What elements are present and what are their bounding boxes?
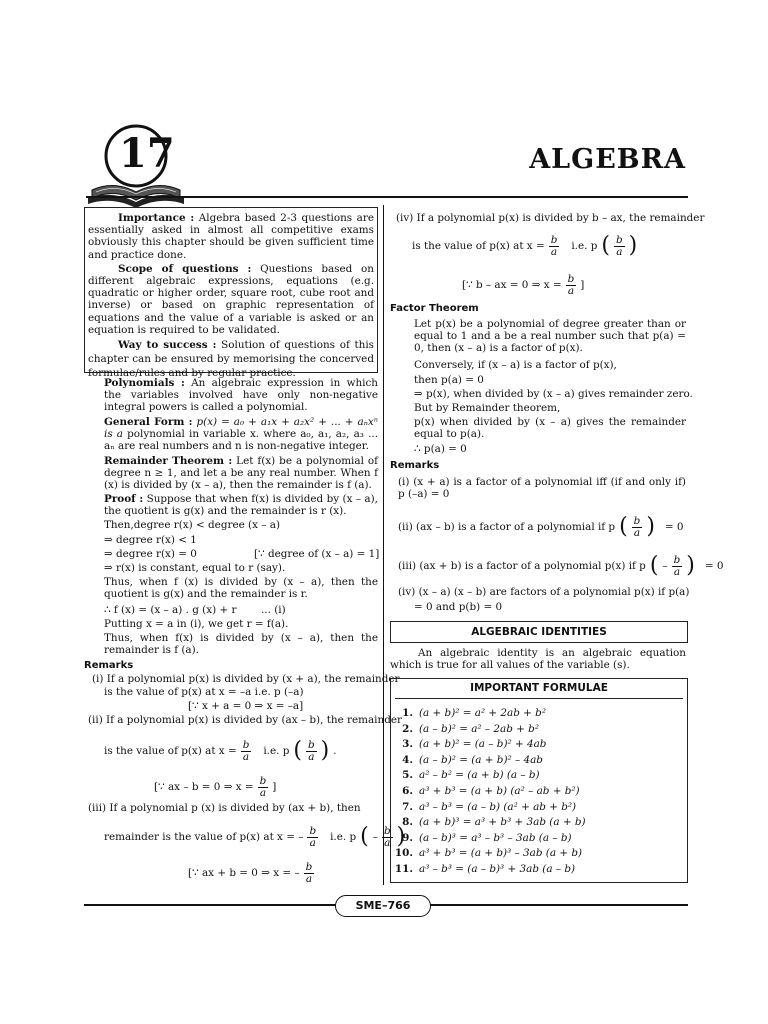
factor-theorem-line: ⇒ p(x), when divided by (x – a) gives remainder zero. — [414, 388, 693, 400]
success-text: Solution of questions of this chapter can be ensured by memorising the concerved formulae/rules and by regular practice. — [88, 339, 374, 380]
equation-i-tag: ... (i) — [261, 604, 286, 616]
proof-line: Then,degree r(x) < degree (x – a) — [104, 519, 281, 531]
factor-theorem-paragraph-2: p(x) when divided by (x – a) gives the remainder equal to p(a). — [414, 416, 686, 441]
factor-theorem-line: But by Remainder theorem, — [414, 402, 561, 414]
remainder-theorem-label: Remainder Theorem : — [104, 455, 233, 467]
proof-label: Proof : — [104, 493, 144, 505]
formulae-heading-rule — [395, 698, 683, 699]
success-paragraph — [88, 338, 374, 380]
formula-item: 5. a² – b² = (a + b) (a – b) — [402, 769, 540, 782]
remark-ii-line-3: [∵ ax – b = 0 ⇒ x = $\frac{b}{a}$ ] — [154, 774, 277, 799]
chapter-title: ALGEBRA — [529, 144, 686, 175]
remark-ii-line-2: is the value of p(x) at x = $\frac{b}{a}$ i.e. p ( $\frac{b}{a}$ ) . — [104, 737, 337, 763]
remark-i-line-3: [∵ x + a = 0 ⇒ x = –a] — [188, 700, 304, 712]
general-form-text: polynomial in variable x. where a₀, a₁, a₂, a₃ ... aₙ are real numbers and n is non-negative integer. — [104, 428, 378, 453]
remainder-theorem-paragraph — [104, 455, 378, 492]
proof-line: ⇒ degree r(x) < 1 — [104, 534, 197, 546]
chapter-badge — [86, 124, 186, 212]
remark-i-line-1: (i) If a polynomial p(x) is divided by (x + a), the remainder — [92, 673, 400, 685]
thus2-paragraph: Thus, when f(x) is divided by (x – a), then the remainder is f (a). — [104, 632, 378, 657]
factor-theorem-line: then p(a) = 0 — [414, 374, 484, 386]
fraction-b-over-a: $\frac{b}{a}$ — [305, 860, 313, 885]
formula-item: 1. (a + b)² = a² + 2ab + b² — [402, 707, 547, 719]
chapter-intro-box — [84, 207, 378, 380]
formula-item: 6. a³ + b³ = (a + b) (a² – ab + b²) — [402, 784, 580, 797]
formula-list — [391, 707, 586, 879]
scope-label: Scope of questions : — [118, 262, 252, 275]
polynomials-label: Polynomials : — [104, 377, 185, 389]
remark-iv-line-3: [∵ b – ax = 0 ⇒ x = $\frac{b}{a}$ ] — [462, 272, 585, 297]
identities-paragraph: An algebraic identity is an algebraic equation which is true for all values of the variable (s). — [390, 647, 686, 672]
polynomials-paragraph — [104, 377, 378, 414]
factor-remark-iv-line-1: (iv) (x – a) (x – b) are factors of a polynomial p(x) if p(a) — [398, 586, 690, 598]
page-number-badge: SME–766 — [335, 895, 431, 917]
fraction-b-over-a: $\frac{b}{a}$ — [242, 738, 250, 763]
fraction-b-over-a: $\frac{b}{a}$ — [383, 824, 391, 849]
scope-text: Questions based on different algebraic expressions, equations (e.g. quadratic or higher order, square root, cube root and inverse) or based on graphic representation of equations and the value of a variable is asked or an equation is required to be validated. — [88, 262, 374, 336]
formulae-heading: IMPORTANT FORMULAE — [470, 682, 608, 694]
fraction-b-over-a: $\frac{b}{a}$ — [307, 738, 315, 763]
remark-iv-line-1: (iv) If a polynomial p(x) is divided by b – ax, the remainder — [396, 212, 705, 224]
proof-line: ⇒ r(x) is constant, equal to r (say). — [104, 562, 286, 574]
success-label: Way to success : — [118, 339, 217, 352]
factor-theorem-heading: Factor Theorem — [390, 303, 479, 314]
fraction-b-over-a: $\frac{b}{a}$ — [567, 272, 575, 297]
proof-aside: [∵ degree of (x – a) = 1] — [254, 548, 380, 560]
remark-ii-line-1: (ii) If a polynomial p(x) is divided by (ax – b), the remainder — [88, 714, 402, 726]
remark-ii-text: is the value of p(x) at x = — [104, 744, 237, 757]
remark-iii-line-3: [∵ ax + b = 0 ⇒ x = – $\frac{b}{a}$ — [188, 860, 313, 885]
formulae-box — [390, 678, 688, 883]
factor-remark-i: (i) (x + a) is a factor of a polynomial iff (if and only if) p (–a) = 0 — [398, 476, 686, 501]
remark-ii-ie: i.e. p — [263, 744, 290, 757]
scope-paragraph — [88, 263, 374, 336]
formula-item: 10. a³ + b³ = (a + b)³ – 3ab (a + b) — [394, 847, 583, 860]
remarks-heading-right: Remarks — [390, 460, 440, 471]
factor-theorem-conclusion: ∴ p(a) = 0 — [414, 443, 467, 455]
putting-line: Putting x = a in (i), we get r = f(a). — [104, 618, 289, 630]
formula-item: 3. (a + b)² = (a – b)² + 4ab — [402, 738, 547, 751]
general-form-formula: p(x) = a₀ + a₁x + a₂x² + ... + aₙxⁿ is a — [104, 416, 378, 441]
chapter-number: 17 — [119, 130, 175, 177]
factor-remark-iv-line-2: = 0 and p(b) = 0 — [414, 601, 503, 613]
factor-remark-ii: (ii) (ax – b) is a factor of a polynomial if p ( $\frac{b}{a}$ ) = 0 — [398, 513, 684, 539]
formula-item: 2. (a – b)² = a² – 2ab + b² — [402, 722, 539, 735]
factor-remark-iii: (iii) (ax + b) is a factor of a polynomial p(x) if p ( – $\frac{b}{a}$ ) = 0 — [398, 552, 724, 578]
title-divider — [86, 196, 688, 198]
factor-theorem-paragraph: Let p(x) be a polynomial of degree greater than or equal to 1 and a be a real number such that p(a) = 0, then (x – a) is a factor of p(x). — [414, 318, 686, 355]
remark-iv-line-2: is the value of p(x) at x = $\frac{b}{a}$ i.e. p ( $\frac{b}{a}$ ) — [412, 232, 638, 258]
importance-text: Algebra based 2-3 questions are essentially asked in almost all competitive exams obviously this chapter should be given sufficient time and practice done. — [88, 212, 374, 261]
column-divider — [383, 205, 384, 885]
general-form-paragraph — [104, 416, 378, 453]
fraction-b-over-a: $\frac{b}{a}$ — [309, 824, 317, 849]
equation-i: ∴ f (x) = (x – a) . g (x) + r — [104, 604, 237, 616]
importance-label: Importance : — [118, 212, 195, 224]
proof-line: ⇒ degree r(x) = 0 — [104, 548, 197, 560]
formula-item: 9. (a – b)³ = a³ – b³ – 3ab (a – b) — [402, 831, 572, 844]
polynomials-text: An algebraic expression in which the variables involved have only non-negative integral powers is called a polynomial. — [104, 377, 378, 414]
fraction-b-over-a: $\frac{b}{a}$ — [633, 514, 641, 539]
identities-heading: ALGEBRAIC IDENTITIES — [390, 621, 688, 643]
proof-text: Suppose that when f(x) is divided by (x – a), the quotient is g(x) and the remainder is r (x). — [104, 493, 378, 518]
fraction-b-over-a: $\frac{b}{a}$ — [550, 233, 558, 258]
formula-item: 7. a³ – b³ = (a – b) (a² + ab + b²) — [402, 800, 577, 813]
factor-theorem-line: Conversely, if (x – a) is a factor of p(x), — [414, 359, 617, 371]
formula-item: 8. (a + b)³ = a³ + b³ + 3ab (a + b) — [402, 816, 586, 829]
fraction-b-over-a: $\frac{b}{a}$ — [259, 774, 267, 799]
formula-item: 11. a³ – b³ = (a – b)³ + 3ab (a – b) — [394, 862, 576, 875]
remarks-heading: Remarks — [84, 660, 134, 671]
formula-item: 4. (a – b)² = (a + b)² – 4ab — [402, 753, 543, 766]
remark-iii-line-2: remainder is the value of p(x) at x = – $\frac{b}{a}$ i.e. p ( – $\frac{b}{a}$ ) — [104, 823, 406, 849]
thus-paragraph: Thus, when f (x) is divided by (x – a), then the quotient is g(x) and the remainder is r. — [104, 576, 378, 601]
remark-i-line-2: is the value of p(x) at x = –a i.e. p (–a) — [104, 686, 304, 698]
general-form-label: General Form : — [104, 416, 193, 428]
proof-paragraph — [104, 493, 378, 517]
fraction-b-over-a: $\frac{b}{a}$ — [615, 233, 623, 258]
remainder-theorem-text: Let f(x) be a polynomial of degree n ≥ 1, and let a be any real number. When f (x) is divided by (x – a), then the remainder is f (a). — [104, 455, 378, 492]
remark-iii-line-1: (iii) If a polynomial p (x) is divided by (ax + b), then — [88, 802, 361, 814]
importance-paragraph — [88, 212, 374, 261]
fraction-b-over-a: $\frac{b}{a}$ — [673, 553, 681, 578]
